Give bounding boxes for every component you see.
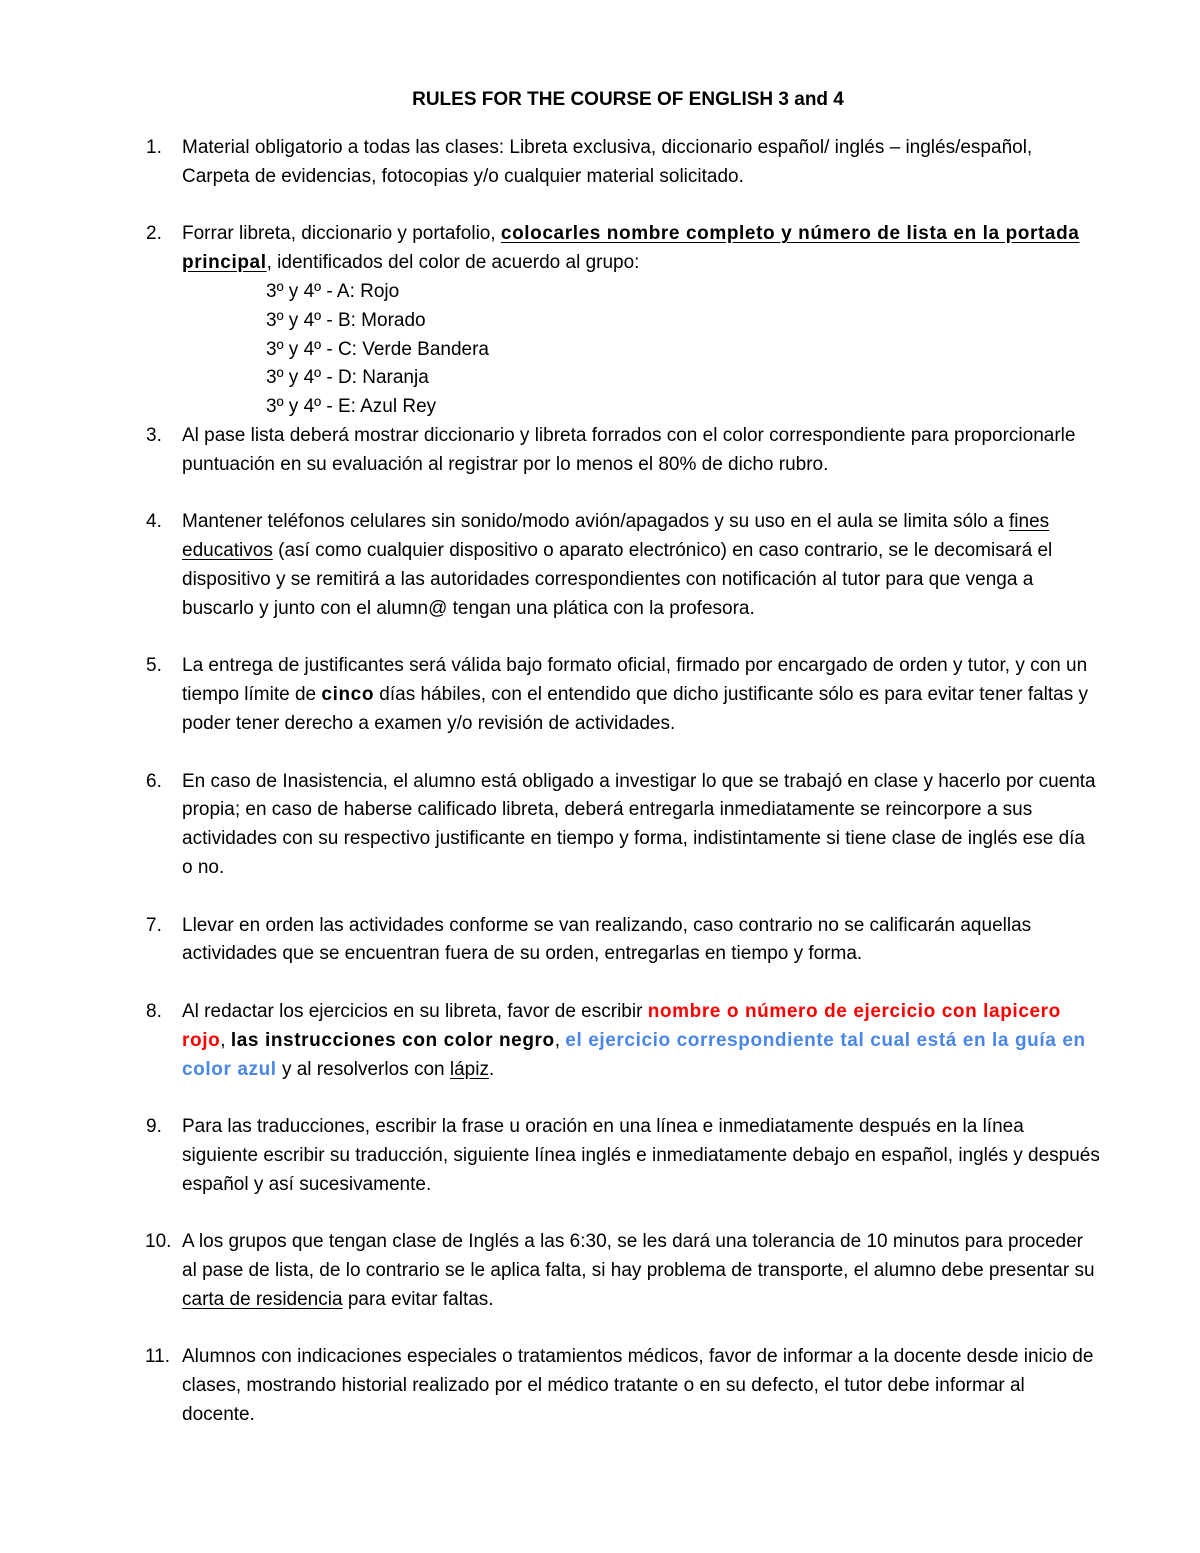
rule-number: 4. <box>146 511 162 533</box>
rule-blue-bold: el ejercicio correspondiente tal cual está en la guía en color azul <box>182 1029 1086 1080</box>
group-color-item: 3º y 4º - A: Rojo <box>266 280 400 302</box>
rule-number: 8. <box>146 1000 162 1022</box>
rule-number: 7. <box>146 914 162 936</box>
rule-text: Forrar libreta, diccionario y portafolio, <box>182 223 501 245</box>
rule-text: . <box>488 1058 495 1080</box>
rule-number: 2. <box>146 223 162 245</box>
rule-text: A los grupos que tengan clase de Inglés a las 6:30, se les dará una tolerancia de 10 minutos para proceder al pase de lista, de lo contrario se le aplica falta, si hay problema de transporte, el alumno debe presentar su <box>182 1231 1095 1282</box>
rule-4 <box>146 508 1100 623</box>
rule-7 <box>146 912 1100 970</box>
rule-separator: , <box>554 1029 566 1051</box>
rule-text: Para las traducciones, escribir la frase u oración en una línea e inmediatamente después en la línea siguiente escribir su traducción, siguiente línea inglés e inmediatamente debajo en español, inglés y después español y así sucesivamente. <box>182 1116 1100 1195</box>
rule-text: días hábiles, con el entendido que dicho justificante sólo es para evitar tener faltas y poder tener derecho a examen y/o revisión de actividades. <box>182 684 1089 734</box>
rule-10 <box>146 1228 1100 1314</box>
rule-number: 5. <box>146 655 162 677</box>
group-color-item: 3º y 4º - C: Verde Bandera <box>266 338 489 360</box>
rule-number: 10. <box>145 1231 172 1253</box>
rule-number: 3. <box>146 424 162 446</box>
rule-3 <box>146 422 1100 480</box>
rule-text: (así como cualquier dispositivo o aparato electrónico) en caso contrario, se le decomisará el dispositivo y se remitirá a las autoridades correspondientes con notificación al tutor para que venga a buscarlo y junto con el alumn@ tengan una plática con la profesora. <box>182 540 1053 619</box>
document-title: RULES FOR THE COURSE OF ENGLISH 3 and 4 <box>412 89 844 110</box>
rule-emphasis: colocarles nombre completo y número de lista en la portada principal <box>182 223 1080 274</box>
group-color-list <box>182 278 1100 422</box>
rule-separator: , <box>220 1029 231 1051</box>
group-color-item: 3º y 4º - B: Morado <box>266 309 426 331</box>
rule-text: En caso de Inasistencia, el alumno está obligado a investigar lo que se trabajó en clase y hacerlo por cuenta propia; en caso de haberse calificado libreta, deberá entregarla inmediatamente se reincorpore a sus actividades con su respectivo justificante en tiempo y forma, indistintamente si tiene clase de inglés ese día o no. <box>182 770 1096 878</box>
rule-underline: lápiz <box>449 1058 489 1080</box>
rule-text: Material obligatorio a todas las clases: Libreta exclusiva, diccionario español/ inglés – inglés/español, Carpeta de evidencias, fotocopias y/o cualquier material solicitado. <box>182 137 1033 187</box>
group-color-item: 3º y 4º - D: Naranja <box>266 367 429 389</box>
rule-text: y al resolverlos con <box>276 1058 450 1080</box>
rule-11 <box>146 1343 1100 1429</box>
rule-5 <box>146 652 1100 738</box>
rule-text: Al redactar los ejercicios en su libreta, favor de escribir <box>182 1000 648 1022</box>
rule-text: Mantener teléfonos celulares sin sonido/modo avión/apagados y su uso en el aula se limita sólo a <box>182 511 1010 533</box>
rule-red-bold: nombre o número de ejercicio con lapicero rojo <box>182 1000 1061 1051</box>
rule-text: Llevar en orden las actividades conforme se van realizando, caso contrario no se calificarán aquellas actividades que se encuentran fuera de su orden, entregarlas en tiempo y forma. <box>182 914 1032 965</box>
rule-underline: fines educativos <box>182 511 1050 562</box>
rule-text: Al pase lista deberá mostrar diccionario y libreta forrados con el color correspondiente para proporcionarle puntuación en su evaluación al registrar por lo menos el 80% de dicho rubro. <box>182 424 1076 475</box>
group-color-item: 3º y 4º - E: Azul Rey <box>266 396 437 418</box>
rule-6 <box>146 768 1100 883</box>
rule-9 <box>146 1113 1100 1199</box>
rule-number: 11. <box>145 1346 171 1368</box>
rule-text: Alumnos con indicaciones especiales o tratamientos médicos, favor de informar a la docente desde inicio de clases, mostrando historial realizado por el médico tratante o en su defecto, el tutor debe informar al docente. <box>182 1346 1094 1426</box>
rule-number: 9. <box>146 1116 162 1138</box>
rule-number: 1. <box>146 137 162 158</box>
rule-1 <box>146 134 1100 192</box>
rule-8 <box>146 998 1100 1084</box>
rule-number: 6. <box>146 770 162 792</box>
rule-underline: carta de residencia <box>182 1288 343 1310</box>
rule-black-bold: las instrucciones con color negro <box>230 1029 555 1051</box>
rule-bold: cinco <box>321 684 375 706</box>
rule-2 <box>146 220 1100 422</box>
rules-list <box>146 134 1100 1430</box>
rule-text: para evitar faltas. <box>342 1288 494 1310</box>
rule-text: , identificados del color de acuerdo al grupo: <box>266 252 640 274</box>
rule-text: La entrega de justificantes será válida bajo formato oficial, firmado por encargado de orden y tutor, y con un tiempo límite de <box>182 655 1088 706</box>
